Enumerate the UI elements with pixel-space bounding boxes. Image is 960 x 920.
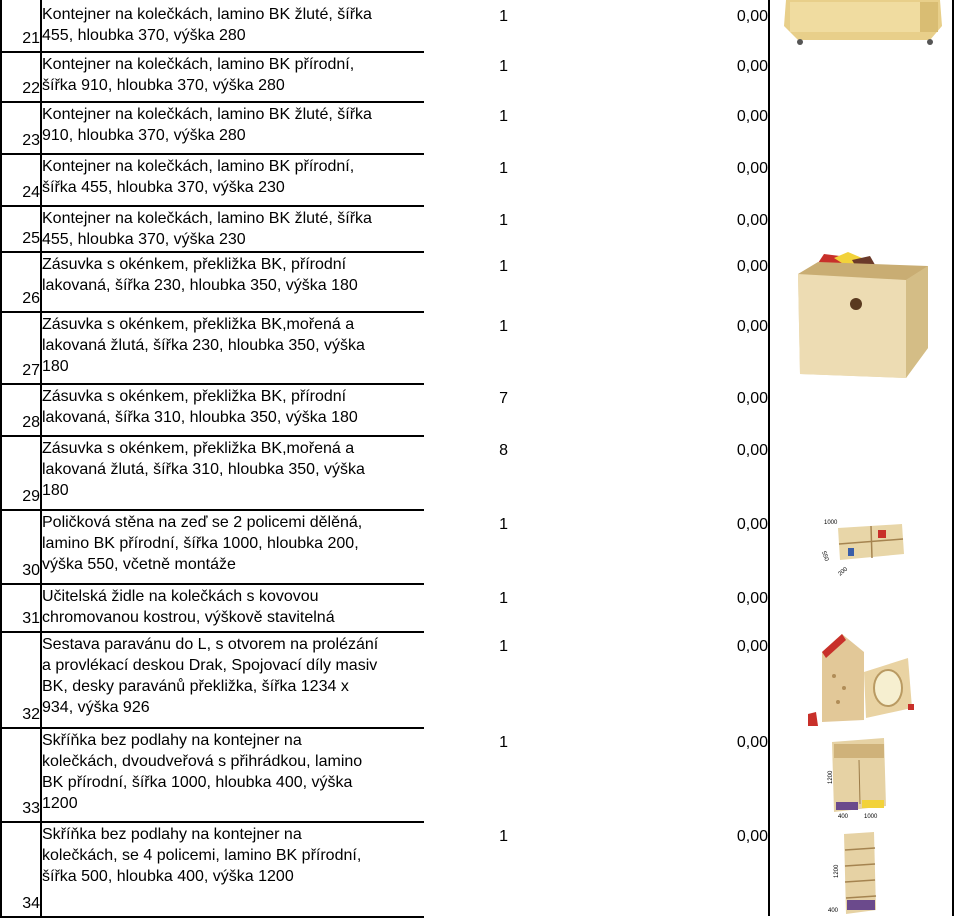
- row-number: 23: [22, 132, 40, 149]
- row-divider: [0, 509, 424, 511]
- item-description: Kontejner na kolečkách, lamino BK žluté, šířka 455, hloubka 370, výška 280: [42, 6, 372, 44]
- row-divider: [0, 916, 424, 918]
- item-quantity: 1: [499, 212, 508, 229]
- row-number: 34: [22, 895, 40, 912]
- item-price: 0,00: [736, 442, 768, 459]
- shelf-wall-image: [818, 514, 910, 582]
- item-price: 0,00: [736, 108, 768, 125]
- row-number: 25: [22, 230, 40, 247]
- item-description: Zásuvka s okénkem, překližka BK,mořená a lakovaná žlutá, šířka 310, hloubka 350, výška 180: [42, 440, 365, 499]
- row-number: 33: [22, 800, 40, 817]
- row-divider: [0, 435, 424, 437]
- row-number: 21: [22, 30, 40, 47]
- item-quantity: 1: [499, 734, 508, 751]
- row-number: 31: [22, 610, 40, 627]
- product-image-shelf-wall: [818, 514, 910, 582]
- dimension-label: 1200: [828, 770, 834, 784]
- product-image-container: [780, 0, 945, 48]
- dimension-label: 1000: [864, 814, 878, 820]
- item-price: 0,00: [736, 58, 768, 75]
- drawer-image: [778, 252, 930, 386]
- item-quantity: 1: [499, 516, 508, 533]
- row-divider: [0, 51, 424, 53]
- item-description: Sestava paravánu do L, s otvorem na prolézání a provlékací deskou Drak, Spojovací díly masiv BK, desky paravánů překližka, šířka 1234 x 934, výška 926: [42, 636, 379, 716]
- dimension-label: 400: [838, 814, 849, 820]
- item-description: Zásuvka s okénkem, překližka BK, přírodní lakovaná, šířka 230, hloubka 350, výška 180: [42, 256, 358, 294]
- item-description: Poličková stěna na zeď se 2 policemi dělěná, lamino BK přírodní, šířka 1000, hloubka 200, výška 550, včetně montáže: [42, 514, 363, 573]
- item-price: 0,00: [736, 516, 768, 533]
- product-image-cabinet-two-door: [818, 736, 890, 820]
- item-quantity: 1: [499, 8, 508, 25]
- row-number: 32: [22, 706, 40, 723]
- row-divider: [0, 205, 424, 207]
- item-price: 0,00: [736, 734, 768, 751]
- row-number: 26: [22, 290, 40, 307]
- row-divider: [0, 311, 424, 313]
- item-description: Kontejner na kolečkách, lamino BK přírodní, šířka 455, hloubka 370, výška 230: [42, 158, 355, 196]
- dimension-label: 200: [837, 566, 849, 578]
- product-image-drawer: [778, 252, 930, 386]
- item-price: 0,00: [736, 638, 768, 655]
- item-quantity: 1: [499, 160, 508, 177]
- product-image-cabinet-shelves: [822, 830, 882, 916]
- item-price: 0,00: [736, 8, 768, 25]
- dimension-label: 1000: [824, 520, 838, 526]
- table-border-right: [952, 0, 954, 916]
- row-divider: [0, 727, 424, 729]
- item-price: 0,00: [736, 590, 768, 607]
- item-price: 0,00: [736, 258, 768, 275]
- row-divider: [0, 821, 424, 823]
- item-description: Zásuvka s okénkem, překližka BK,mořená a lakovaná žlutá, šířka 230, hloubka 350, výška 180: [42, 316, 365, 375]
- cabinet-two-door-image: [818, 736, 890, 820]
- product-image-screen: [808, 632, 916, 728]
- item-quantity: 7: [499, 390, 508, 407]
- item-quantity: 8: [499, 442, 508, 459]
- row-divider: [0, 101, 424, 103]
- item-quantity: 1: [499, 108, 508, 125]
- dimension-label: 1200: [834, 864, 840, 878]
- item-description: Učitelská židle na kolečkách s kovovou chromovanou kostrou, výškově stavitelná: [42, 588, 335, 626]
- item-description: Kontejner na kolečkách, lamino BK žluté, šířka 910, hloubka 370, výška 280: [42, 106, 372, 144]
- row-number: 29: [22, 488, 40, 505]
- row-divider: [0, 631, 424, 633]
- item-price: 0,00: [736, 318, 768, 335]
- item-description: Kontejner na kolečkách, lamino BK přírodní, šířka 910, hloubka 370, výška 280: [42, 56, 355, 94]
- row-number: 24: [22, 184, 40, 201]
- table-column-divider: [768, 0, 770, 916]
- container-image: [780, 0, 945, 48]
- row-number: 22: [22, 80, 40, 97]
- dimension-label: 550: [820, 550, 830, 563]
- row-divider: [0, 153, 424, 155]
- item-price: 0,00: [736, 212, 768, 229]
- item-price: 0,00: [736, 390, 768, 407]
- item-quantity: 1: [499, 318, 508, 335]
- item-quantity: 1: [499, 58, 508, 75]
- item-quantity: 1: [499, 590, 508, 607]
- item-description: Skříňka bez podlahy na kontejner na kolečkách, dvoudveřová s přihrádkou, lamino BK přírodní, šířka 1000, hloubka 400, výška 1200: [42, 732, 363, 812]
- row-number: 27: [22, 362, 40, 379]
- row-divider: [0, 583, 424, 585]
- row-divider: [0, 251, 424, 253]
- row-number: 28: [22, 414, 40, 431]
- item-price: 0,00: [736, 828, 768, 845]
- item-quantity: 1: [499, 638, 508, 655]
- row-divider: [0, 383, 424, 385]
- item-price: 0,00: [736, 160, 768, 177]
- row-number: 30: [22, 562, 40, 579]
- item-quantity: 1: [499, 258, 508, 275]
- item-description: Kontejner na kolečkách, lamino BK žluté, šířka 455, hloubka 370, výška 230: [42, 210, 372, 248]
- cabinet-shelves-image: [822, 830, 882, 916]
- item-description: Zásuvka s okénkem, překližka BK, přírodní lakovaná, šířka 310, hloubka 350, výška 180: [42, 388, 358, 426]
- dimension-label: 400: [828, 908, 839, 914]
- item-quantity: 1: [499, 828, 508, 845]
- item-description: Skříňka bez podlahy na kontejner na kolečkách, se 4 policemi, lamino BK přírodní, šířka 500, hloubka 400, výška 1200: [42, 826, 362, 885]
- screen-image: [808, 632, 916, 728]
